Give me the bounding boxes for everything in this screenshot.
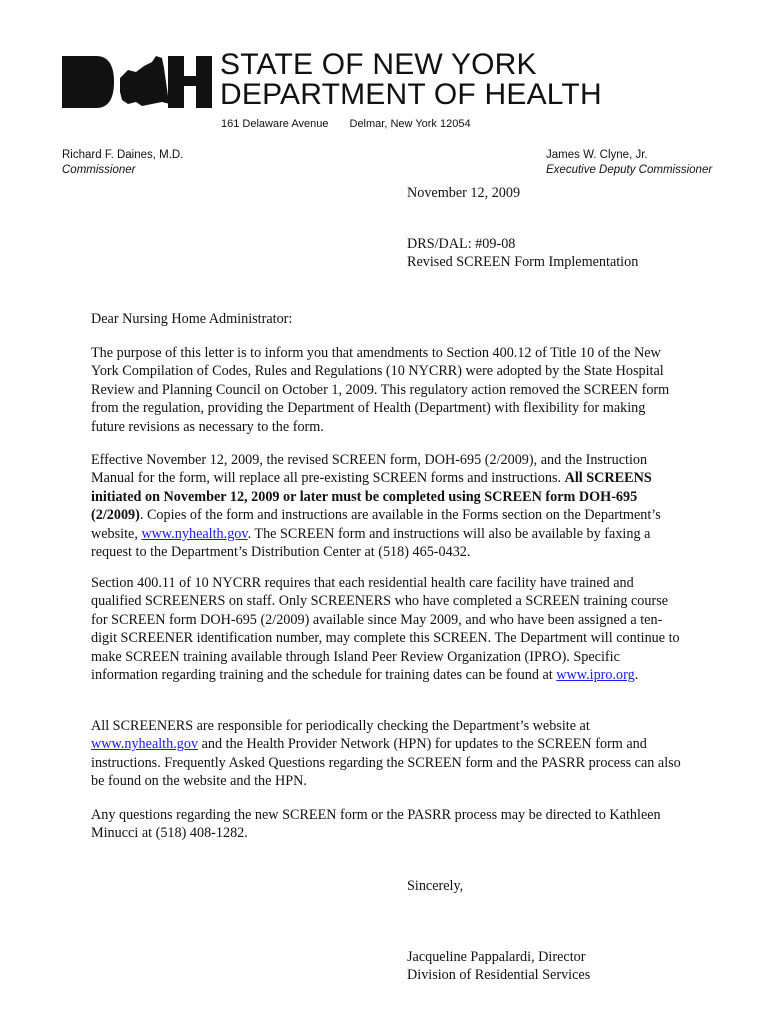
letter-date: November 12, 2009 <box>407 185 521 201</box>
paragraph-text: Section 400.11 of 10 NYCRR requires that each residential health care facility have trained and qualified SCREENERS on staff. Only SCREENERS who have completed a SCREEN training course for SCREEN form DOH-695 (2/2009) available since May 2009, and who have been assigned a ten-digit SCREENER identification number, may complete this SCREEN. The Department will continue to make SCREEN training available through Island Peer Review Organization (IPRO). Specific information regarding training and the schedule for training dates can be found at <box>91 575 680 684</box>
paragraph-text: . Copies of the form and instructions are available in the Forms section on the Department’s website, <box>91 507 661 542</box>
signer-division: Division of Residential Services <box>407 967 591 984</box>
paragraph-screeners-training <box>91 574 681 684</box>
nyhealth-link[interactable]: www.nyhealth.gov <box>141 525 248 542</box>
agency-name <box>220 50 602 110</box>
paragraph-text: . <box>634 667 639 684</box>
commissioner-block <box>62 148 183 178</box>
commissioner-name: Richard F. Daines, M.D. <box>62 149 184 161</box>
deputy-commissioner-title: Executive Deputy Commissioner <box>546 164 713 176</box>
ipro-link[interactable]: www.ipro.org <box>556 667 635 684</box>
paragraph-effective-date <box>91 451 681 561</box>
doh-logo-icon <box>62 52 214 112</box>
reference-subject: Revised SCREEN Form Implementation <box>407 254 639 271</box>
paragraph-text: Effective November 12, 2009, the revised SCREEN form, DOH-695 (2/2009), and the Instruction Manual for the form, will replace all pre-existing SCREEN forms and instructions. <box>91 452 648 487</box>
commissioner-title: Commissioner <box>62 164 136 176</box>
address-street: 161 Delaware Avenue <box>221 118 329 130</box>
nyhealth-link[interactable]: www.nyhealth.gov <box>91 736 199 753</box>
paragraph-text: . The SCREEN form and instructions will also be available by faxing a request to the Department’s Distribution Center at (518) 465-0432. <box>91 525 651 561</box>
agency-state: STATE OF NEW YORK <box>220 48 537 81</box>
letter-reference <box>407 235 638 272</box>
paragraph-screener-responsibility <box>91 717 681 791</box>
signature-block <box>407 948 590 985</box>
paragraph-text: All SCREENERS are responsible for periodically checking the Department’s website at <box>91 718 590 734</box>
salutation: Dear Nursing Home Administrator: <box>91 311 293 327</box>
requirement-emphasis: All SCREENS initiated on November 12, 2009 or later must be completed using SCREEN form DOH-695 (2/2009) <box>91 470 652 524</box>
paragraph-purpose: The purpose of this letter is to inform you that amendments to Section 400.12 of Title 10 of the New York Compilation of Codes, Rules and Regulations (10 NYCRR) were adopted by the State Hospital Review and Planning Council on October 1, 2009. This regulatory action removed the SCREEN form from the regulation, providing the Department of Health (Department) with flexibility for making future revisions as necessary to the form. <box>91 345 670 435</box>
paragraph-text: and the Health Provider Network (HPN) for updates to the SCREEN form and instructions. Frequently Asked Questions regarding the SCREEN form and the PASRR process can also be found on the website and the HPN. <box>91 736 681 790</box>
address-city: Delmar, New York 12054 <box>349 118 471 130</box>
deputy-commissioner-block <box>546 148 712 178</box>
deputy-commissioner-name: James W. Clyne, Jr. <box>546 149 648 161</box>
paragraph-contact: Any questions regarding the new SCREEN form or the PASRR process may be directed to Kathleen Minucci at (518) 408-1282. <box>91 807 661 842</box>
agency-department: DEPARTMENT OF HEALTH <box>220 78 602 111</box>
agency-address <box>221 118 471 130</box>
reference-number: DRS/DAL: #09-08 <box>407 236 516 252</box>
signer-name: Jacqueline Pappalardi, Director <box>407 949 586 965</box>
letter-closing: Sincerely, <box>407 878 464 894</box>
